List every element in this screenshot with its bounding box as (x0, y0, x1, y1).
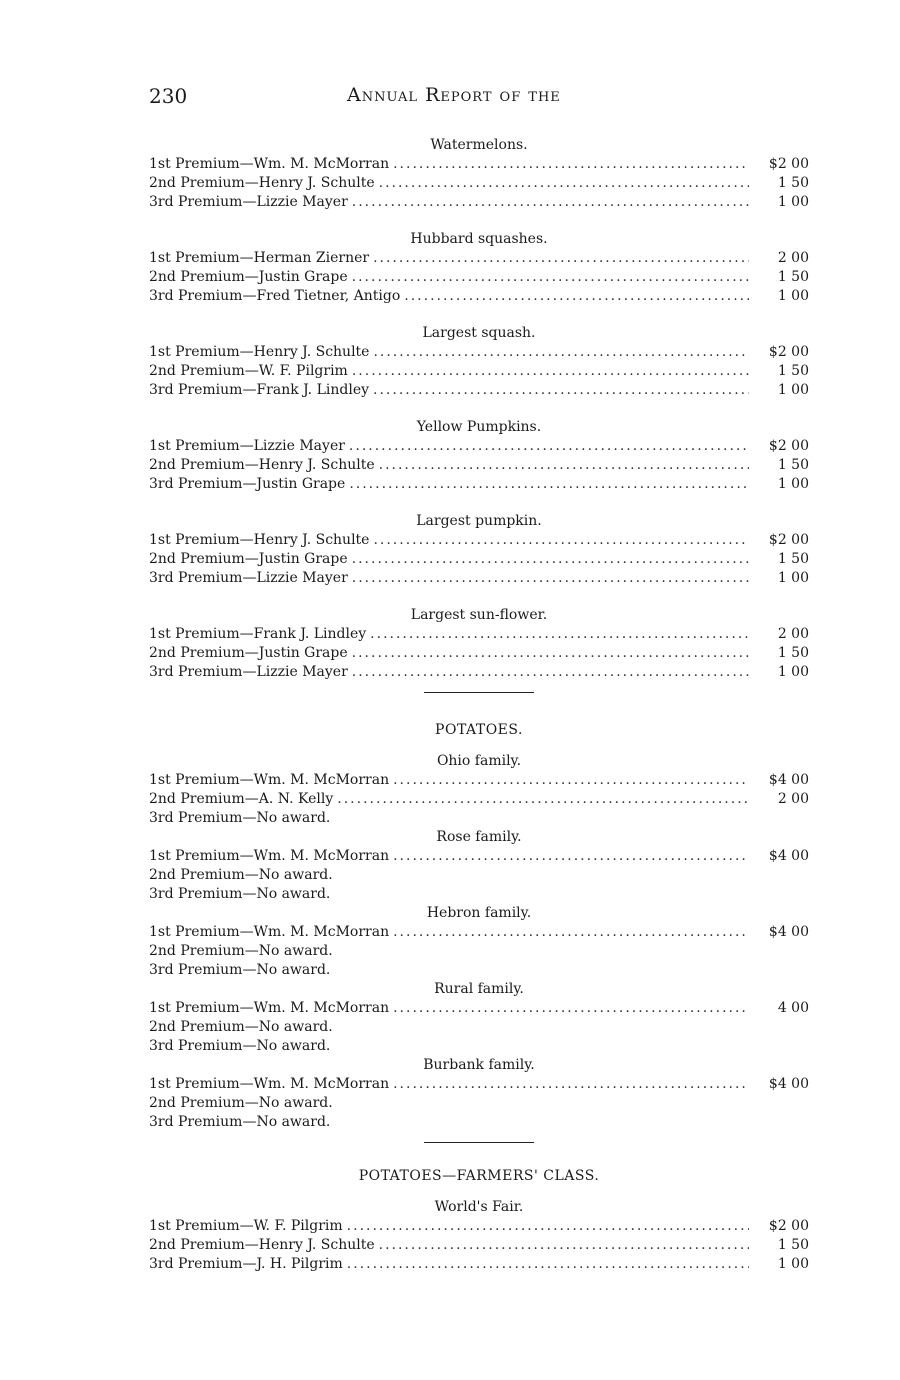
page-number: 230 (149, 84, 188, 108)
dot-leader (347, 1217, 749, 1236)
premium-amount: $4 00 (768, 1076, 809, 1092)
premium-amount: 1 50 (777, 1237, 809, 1253)
premium-label: 3rd Premium—J. H. Pilgrim (149, 1256, 343, 1272)
premium-amount: $4 00 (768, 772, 809, 788)
section-title: Largest pumpkin. (416, 513, 542, 529)
premium-amount: 1 50 (777, 363, 809, 379)
premium-amount: 1 50 (777, 551, 809, 567)
section-heading-potatoes: POTATOES. (435, 722, 523, 738)
premium-amount: 2 00 (777, 250, 809, 266)
premium-row (149, 1113, 809, 1132)
premium-label: 1st Premium—Wm. M. McMorran (149, 1000, 390, 1016)
premium-label: 3rd Premium—Lizzie Mayer (149, 570, 348, 586)
premium-amount: 1 00 (777, 382, 809, 398)
premium-row (149, 1075, 809, 1094)
premium-label: 3rd Premium—Lizzie Mayer (149, 194, 348, 210)
section-title: Hebron family. (426, 905, 532, 921)
dot-leader (349, 475, 749, 494)
dot-leader (393, 1075, 749, 1094)
premium-row (149, 287, 809, 306)
premium-amount: 1 00 (777, 288, 809, 304)
premium-label: 1st Premium—Wm. M. McMorran (149, 772, 390, 788)
premium-amount: $4 00 (768, 848, 809, 864)
dot-leader (404, 287, 749, 306)
premium-row (149, 771, 809, 790)
premium-label: 2nd Premium—Justin Grape (149, 551, 348, 567)
premium-label: 3rd Premium—Justin Grape (149, 476, 346, 492)
dot-leader (352, 193, 749, 212)
premium-row (149, 569, 809, 588)
premium-label: 1st Premium—Frank J. Lindley (149, 626, 367, 642)
premium-row (149, 155, 809, 174)
section-title: Yellow Pumpkins. (416, 419, 542, 435)
dot-leader (352, 569, 749, 588)
premium-amount: 1 50 (777, 269, 809, 285)
running-title: Annual Report of the (347, 84, 561, 106)
premium-amount: 1 50 (777, 457, 809, 473)
section-title: Watermelons. (430, 137, 528, 153)
premium-label: 2nd Premium—W. F. Pilgrim (149, 363, 348, 379)
premium-row (149, 456, 809, 475)
spacer (149, 740, 809, 752)
premium-row (149, 644, 809, 663)
premium-amount: $2 00 (768, 438, 809, 454)
premium-row (149, 362, 809, 381)
spacer (149, 1143, 809, 1167)
premium-amount: 1 00 (777, 476, 809, 492)
premium-label: 3rd Premium—Fred Tietner, Antigo (149, 288, 401, 304)
premium-label: 1st Premium—Lizzie Mayer (149, 438, 345, 454)
section-title: Burbank family. (423, 1057, 535, 1073)
premium-amount: $2 00 (768, 1218, 809, 1234)
premium-label: 2nd Premium—A. N. Kelly (149, 791, 334, 807)
dot-leader (370, 625, 749, 644)
section-title: Largest squash. (422, 325, 536, 341)
spacer (149, 711, 809, 721)
spacer (149, 494, 809, 512)
premium-label: 3rd Premium—Lizzie Mayer (149, 664, 348, 680)
dot-leader (352, 550, 749, 569)
premium-amount: 2 00 (777, 626, 809, 642)
premium-row (149, 663, 809, 682)
premium-amount: 1 00 (777, 1256, 809, 1272)
spacer (149, 212, 809, 230)
premium-amount: 1 50 (777, 175, 809, 191)
premium-row (149, 531, 809, 550)
premium-label: 3rd Premium—No award. (149, 1114, 331, 1130)
premium-row (149, 268, 809, 287)
premium-amount: 1 00 (777, 194, 809, 210)
dot-leader (393, 923, 749, 942)
premium-label: 1st Premium—Wm. M. McMorran (149, 924, 390, 940)
premium-label: 2nd Premium—Henry J. Schulte (149, 1237, 375, 1253)
premium-amount: $4 00 (768, 924, 809, 940)
premium-row (149, 174, 809, 193)
dot-leader (352, 362, 749, 381)
premium-label: 3rd Premium—No award. (149, 810, 331, 826)
dot-leader (393, 771, 749, 790)
premium-row (149, 809, 809, 828)
dot-leader (349, 437, 749, 456)
premium-list (149, 136, 809, 1274)
premium-amount: $2 00 (768, 156, 809, 172)
premium-label: 1st Premium—Henry J. Schulte (149, 344, 370, 360)
section-title: Largest sun-flower. (410, 607, 548, 623)
section-title: Rural family. (434, 981, 524, 997)
dot-leader (373, 249, 749, 268)
dot-leader (337, 790, 749, 809)
premium-amount: $2 00 (768, 344, 809, 360)
dot-leader (352, 268, 749, 287)
premium-label: 1st Premium—Wm. M. McMorran (149, 1076, 390, 1092)
dot-leader (373, 343, 749, 362)
dot-leader (373, 381, 749, 400)
dot-leader (347, 1255, 749, 1274)
premium-label: 3rd Premium—No award. (149, 1038, 331, 1054)
section-title: Rose family. (436, 829, 522, 845)
premium-label: 3rd Premium—No award. (149, 886, 331, 902)
premium-row (149, 847, 809, 866)
premium-label: 2nd Premium—Justin Grape (149, 645, 348, 661)
spacer (149, 306, 809, 324)
premium-row (149, 550, 809, 569)
premium-label: 2nd Premium—No award. (149, 867, 333, 883)
premium-row (149, 1037, 809, 1056)
premium-amount: $2 00 (768, 532, 809, 548)
premium-label: 2nd Premium—No award. (149, 1019, 333, 1035)
premium-label: 2nd Premium—No award. (149, 1095, 333, 1111)
dot-leader (393, 155, 749, 174)
premium-row (149, 1018, 809, 1037)
spacer (149, 693, 809, 711)
premium-row (149, 1094, 809, 1113)
premium-row (149, 1217, 809, 1236)
running-head (149, 84, 709, 110)
section-title: Hubbard squashes. (410, 231, 548, 247)
dot-leader (352, 663, 749, 682)
premium-row (149, 866, 809, 885)
premium-row (149, 625, 809, 644)
premium-label: 1st Premium—Herman Zierner (149, 250, 370, 266)
premium-label: 1st Premium—Wm. M. McMorran (149, 156, 390, 172)
premium-label: 1st Premium—Wm. M. McMorran (149, 848, 390, 864)
premium-row (149, 193, 809, 212)
premium-label: 1st Premium—W. F. Pilgrim (149, 1218, 343, 1234)
dot-leader (379, 456, 749, 475)
premium-row (149, 475, 809, 494)
spacer (149, 1186, 809, 1198)
premium-label: 3rd Premium—Frank J. Lindley (149, 382, 370, 398)
premium-row (149, 999, 809, 1018)
premium-amount: 4 00 (777, 1000, 809, 1016)
premium-label: 2nd Premium—No award. (149, 943, 333, 959)
premium-label: 2nd Premium—Henry J. Schulte (149, 457, 375, 473)
premium-row (149, 249, 809, 268)
premium-row (149, 790, 809, 809)
dot-leader (352, 644, 749, 663)
dot-leader (393, 999, 749, 1018)
premium-row (149, 1255, 809, 1274)
premium-label: 1st Premium—Henry J. Schulte (149, 532, 370, 548)
premium-row (149, 961, 809, 980)
premium-label: 3rd Premium—No award. (149, 962, 331, 978)
premium-label: 2nd Premium—Justin Grape (149, 269, 348, 285)
premium-row (149, 923, 809, 942)
spacer (149, 400, 809, 418)
section-title: Ohio family. (436, 753, 522, 769)
section-title: World's Fair. (434, 1199, 524, 1215)
dot-leader (373, 531, 749, 550)
premium-label: 2nd Premium—Henry J. Schulte (149, 175, 375, 191)
dot-leader (393, 847, 749, 866)
premium-row (149, 343, 809, 362)
premium-amount: 2 00 (777, 791, 809, 807)
premium-row (149, 381, 809, 400)
premium-amount: 1 50 (777, 645, 809, 661)
dot-leader (379, 1236, 749, 1255)
section-heading-farmers-class: POTATOES—FARMERS' CLASS. (358, 1168, 600, 1184)
premium-row (149, 885, 809, 904)
premium-row (149, 437, 809, 456)
premium-amount: 1 00 (777, 664, 809, 680)
dot-leader (379, 174, 749, 193)
premium-amount: 1 00 (777, 570, 809, 586)
premium-row (149, 942, 809, 961)
premium-row (149, 1236, 809, 1255)
spacer (149, 588, 809, 606)
